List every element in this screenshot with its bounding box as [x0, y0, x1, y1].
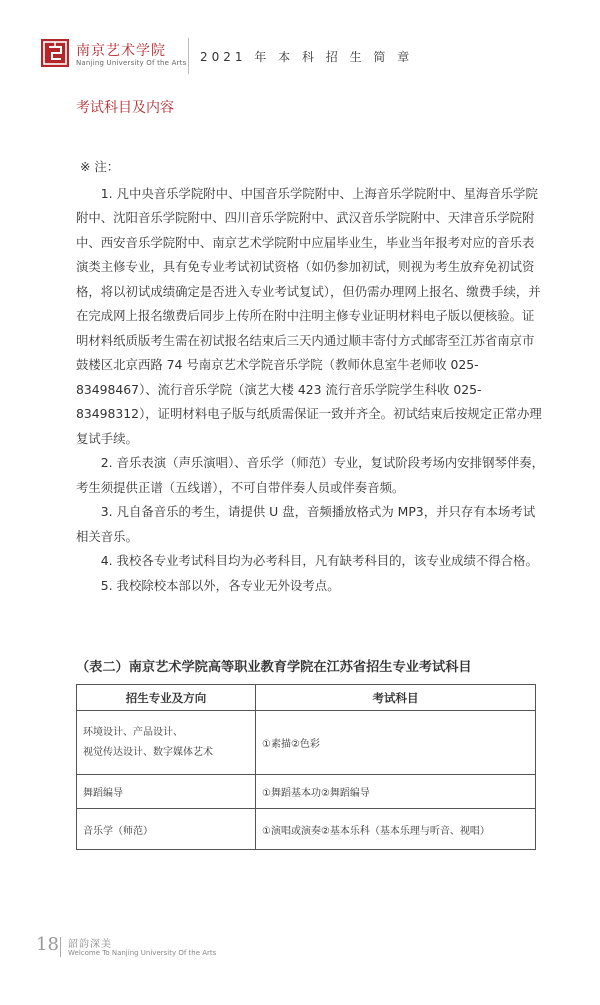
school-name-en: Nanjing University Of the Arts: [76, 59, 187, 67]
header-subjects: 考试科目: [256, 685, 536, 711]
major-cell: 音乐学（师范）: [77, 809, 256, 850]
header-major: 招生专业及方向: [77, 685, 256, 711]
note-item-3: 3. 凡自备音乐的考生，请提供 U 盘，音频播放格式为 MP3，并只存有本场考试相关音乐。: [76, 504, 536, 544]
brochure-title: 2021 年 本 科 招 生 简 章: [200, 50, 414, 64]
section-title: 考试科目及内容: [76, 100, 174, 116]
table-header-row: [77, 685, 536, 711]
subjects-cell: ①舞蹈基本功②舞蹈编导: [256, 775, 536, 809]
page-footer: [36, 934, 336, 964]
table-row: [77, 775, 536, 809]
major-cell: [77, 711, 256, 775]
exam-subjects-table: [76, 684, 536, 850]
school-seal-icon: [40, 38, 70, 68]
subjects-cell: ①演唱或演奏②基本乐科（基本乐理与听音、视唱）: [256, 809, 536, 850]
note-item-1: 1. 凡中央音乐学院附中、中国音乐学院附中、上海音乐学院附中、星海音乐学院附中、沈阳音乐学院附中、四川音乐学院附中、武汉音乐学院附中、天津音乐学院附中、西安音乐学院附中、南京艺术学院附中应届毕业生，毕业当年报考对应的音乐表演类主修专业，具有免专业考试初试资格（如仍参加初试，则视为考生放弃免初试资格，将以初试成绩确定是否进入专业考试复试），但仍需办理网上报名、缴费手续，并在完成网上报名缴费后同步上传所在附中注明主修专业证明材料电子版以便核验。证明材料纸质版考生需在初试报名结束后三天内通过顺丰寄付方式邮寄至江苏省南京市鼓楼区北京西路 74 号南京艺术学院音乐学院（教师休息室牛老师收 025-83498467）、流行音乐学院（演艺大楼 423 流行音乐学院学生科收 025-83498312），证明材料电子版与纸质需保证一致并齐全。初试结束后按规定正常办理复试手续。: [76, 185, 542, 446]
school-name-cn: 南京艺术学院: [76, 43, 166, 59]
major-line-2: 视觉传达设计、数字媒体艺术: [83, 746, 213, 758]
table-row: [77, 809, 536, 850]
footer-tagline-en: Welcome To Nanjing University Of the Arts: [68, 949, 217, 957]
note-item-2: 2. 音乐表演（声乐演唱）、音乐学（师范）专业，复试阶段考场内安排钢琴伴奏，考生须提供正谱（五线谱），不可自带伴奏人员或伴奏音频。: [76, 455, 545, 495]
footer-divider: [60, 937, 61, 957]
footer-tagline-cn: 韶韵深美: [68, 939, 112, 950]
notes-heading: ※ 注：: [80, 159, 120, 174]
note-item-5: 5. 我校除校本部以外，各专业无外设考点。: [100, 577, 340, 593]
header-divider: [188, 38, 189, 74]
major-line-1: 环境设计、产品设计、: [83, 726, 183, 738]
subjects-cell: ①素描②色彩: [256, 711, 536, 775]
page-number: 18: [36, 934, 59, 955]
note-item-4: 4. 我校各专业考试科目均为必考科目，凡有缺考科目的，该专业成绩不得合格。: [100, 553, 538, 568]
major-cell: 舞蹈编导: [77, 775, 256, 809]
page-header: [40, 38, 560, 76]
table-title: （表二）南京艺术学院高等职业教育学院在江苏省招生专业考试科目: [76, 660, 472, 675]
table-row: [77, 711, 536, 775]
notes-section: [76, 155, 546, 598]
